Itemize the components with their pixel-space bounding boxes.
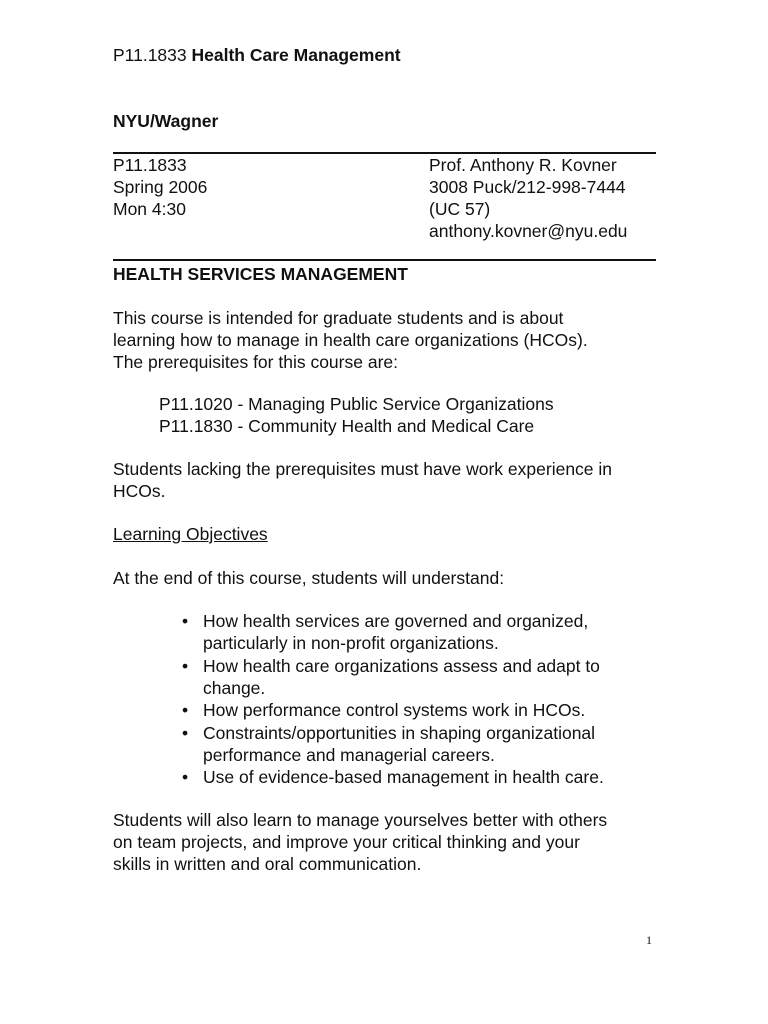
intro-line-1: learning how to manage in health care organizations (HCOs).: [113, 330, 588, 350]
objectives-intro: At the end of this course, students will understand:: [113, 568, 505, 588]
closing-line-0: Students will also learn to manage yourselves better with others: [113, 810, 608, 830]
objective-item: [203, 766, 643, 788]
info-left-2: Mon 4:30: [113, 199, 186, 219]
lacking-line-0: Students lacking the prerequisites must have work experience in: [113, 459, 613, 479]
info-left-0: P11.1833: [113, 155, 187, 175]
prerequisite-item: P11.1020 - Managing Public Service Organizations: [159, 394, 554, 414]
objective-line: performance and managerial careers.: [203, 745, 495, 765]
objective-item: [203, 655, 643, 699]
instructor-email: anthony.kovner@nyu.edu: [429, 221, 628, 241]
bullet-icon: •: [182, 723, 189, 743]
lacking-line-1: HCOs.: [113, 481, 166, 501]
prerequisite-item: P11.1830 - Community Health and Medical Care: [159, 416, 535, 436]
divider-bottom: [113, 259, 656, 261]
objectives-heading: Learning Objectives: [113, 524, 268, 544]
bullet-icon: •: [182, 700, 189, 720]
objective-line: Use of evidence-based management in health care.: [203, 767, 604, 787]
objective-line: How health services are governed and organized,: [203, 611, 589, 631]
objective-line: How health care organizations assess and adapt to: [203, 656, 600, 676]
closing-line-2: skills in written and oral communication.: [113, 854, 422, 874]
objective-line: change.: [203, 678, 266, 698]
objective-line: How performance control systems work in HCOs.: [203, 700, 586, 720]
bullet-icon: •: [182, 611, 189, 631]
bullet-icon: •: [182, 656, 189, 676]
intro-line-2: The prerequisites for this course are:: [113, 352, 398, 372]
course-header: [113, 44, 401, 66]
info-right-0: Prof. Anthony R. Kovner: [429, 155, 617, 175]
info-right-1: 3008 Puck/212-998-7444: [429, 177, 626, 197]
objective-item: [203, 699, 643, 721]
objective-line: particularly in non-profit organizations.: [203, 633, 499, 653]
bullet-icon: •: [182, 767, 189, 787]
course-code: P11.1833: [113, 45, 187, 65]
intro-line-0: This course is intended for graduate students and is about: [113, 308, 564, 328]
course-title: Health Care Management: [191, 45, 401, 65]
info-left-1: Spring 2006: [113, 177, 208, 197]
objective-item: [203, 610, 643, 654]
section-title: HEALTH SERVICES MANAGEMENT: [113, 264, 408, 284]
closing-line-1: on team projects, and improve your critical thinking and your: [113, 832, 580, 852]
objective-item: [203, 722, 643, 766]
info-right-2: (UC 57): [429, 199, 491, 219]
objective-line: Constraints/opportunities in shaping organizational: [203, 723, 596, 743]
school-name: NYU/Wagner: [113, 111, 219, 131]
page-number: 1: [646, 933, 652, 947]
